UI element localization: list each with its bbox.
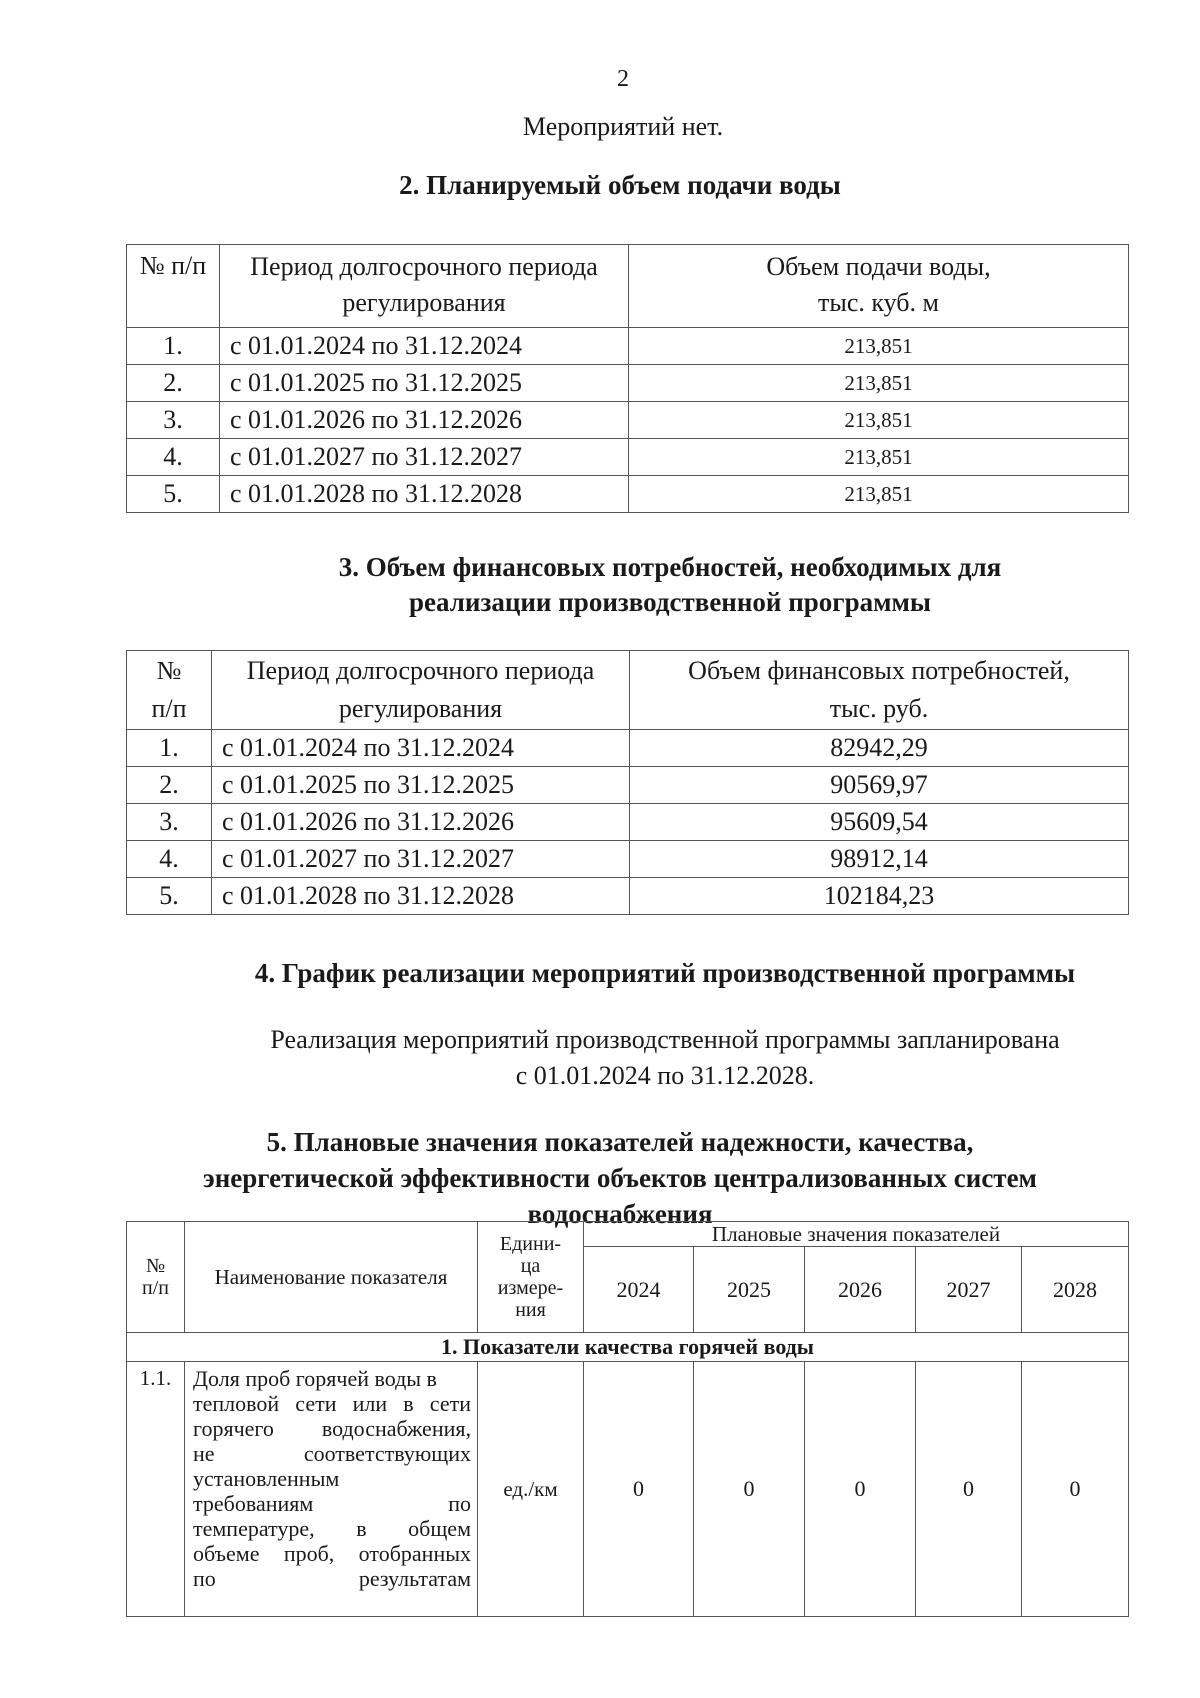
water-supply-table — [126, 244, 1129, 513]
section3-title: 3. Объем финансовых потребностей, необходимых для реализации производственной программы — [338, 552, 1002, 617]
row-value: 213,851 — [629, 439, 1129, 476]
table-row — [127, 439, 1129, 476]
row-value: 0 — [694, 1362, 805, 1617]
table-row — [127, 365, 1129, 402]
table-row — [127, 476, 1129, 513]
table-row — [127, 1362, 1129, 1617]
row-value: 213,851 — [629, 402, 1129, 439]
table-row — [127, 804, 1129, 841]
group-row — [127, 1333, 1129, 1362]
group-title: 1. Показатели качества горячей воды — [127, 1333, 1129, 1362]
section4-text: Реализация мероприятий производственной программы запланирована с 01.01.2024 по 31.12.2028. — [270, 1025, 1060, 1090]
table-row — [127, 878, 1129, 915]
page-number: 2 — [617, 66, 629, 92]
table-row — [127, 767, 1129, 804]
row-value: 213,851 — [629, 476, 1129, 513]
row-period: с 01.01.2027 по 31.12.2027 — [220, 439, 629, 476]
header-name: Наименование показателя — [185, 1222, 478, 1333]
row-value: 90569,97 — [630, 767, 1129, 804]
header-planned-values: Плановые значения показателей — [584, 1222, 1129, 1247]
header-period: Период долгосрочного периода регулирования — [212, 651, 630, 730]
section2-title: 2. Планируемый объем подачи воды — [399, 170, 841, 200]
row-period: с 01.01.2026 по 31.12.2026 — [212, 804, 630, 841]
table-row — [127, 402, 1129, 439]
row-period: с 01.01.2025 по 31.12.2025 — [220, 365, 629, 402]
row-value: 95609,54 — [630, 804, 1129, 841]
row-number: 5. — [127, 476, 220, 513]
table-row — [127, 730, 1129, 767]
row-unit: ед./км — [478, 1362, 584, 1617]
table-header-row — [127, 651, 1129, 730]
section5-title: 5. Плановые значения показателей надежности, качества, энергетической эффективности объектов централизованных систем водоснабжения — [203, 1127, 1037, 1229]
row-period: с 01.01.2024 по 31.12.2024 — [220, 328, 629, 365]
table-header-row — [127, 245, 1129, 328]
header-year: 2025 — [694, 1247, 805, 1333]
row-indicator-name: Доля проб горячей воды в тепловой сети или в сети горячего водоснабжения, не соответствующих установленным требованиям по температуре, в общем объеме проб, отобранных по результатам — [185, 1362, 478, 1617]
row-number: 2. — [127, 767, 212, 804]
row-number: 3. — [127, 804, 212, 841]
row-number: 4. — [127, 841, 212, 878]
row-period: с 01.01.2024 по 31.12.2024 — [212, 730, 630, 767]
header-num: № п/п — [127, 1222, 185, 1333]
table-row — [127, 841, 1129, 878]
row-period: с 01.01.2028 по 31.12.2028 — [212, 878, 630, 915]
row-value: 0 — [584, 1362, 694, 1617]
row-value: 102184,23 — [630, 878, 1129, 915]
row-number: 3. — [127, 402, 220, 439]
section4-title: 4. График реализации мероприятий производственной программы — [254, 958, 1076, 988]
row-number: 1. — [127, 730, 212, 767]
row-number: 2. — [127, 365, 220, 402]
row-period: с 01.01.2028 по 31.12.2028 — [220, 476, 629, 513]
row-number: 4. — [127, 439, 220, 476]
row-value: 0 — [805, 1362, 916, 1617]
row-number: 1. — [127, 328, 220, 365]
table-row — [127, 328, 1129, 365]
row-value: 213,851 — [629, 365, 1129, 402]
row-period: с 01.01.2026 по 31.12.2026 — [220, 402, 629, 439]
row-period: с 01.01.2025 по 31.12.2025 — [212, 767, 630, 804]
header-num: № п/п — [127, 651, 212, 730]
header-year: 2026 — [805, 1247, 916, 1333]
row-number: 5. — [127, 878, 212, 915]
row-value: 0 — [1022, 1362, 1129, 1617]
row-value: 0 — [916, 1362, 1022, 1617]
header-year: 2027 — [916, 1247, 1022, 1333]
header-volume: Объем финансовых потребностей, тыс. руб. — [630, 651, 1129, 730]
table-header-row — [127, 1222, 1129, 1247]
header-year: 2024 — [584, 1247, 694, 1333]
row-period: с 01.01.2027 по 31.12.2027 — [212, 841, 630, 878]
indicators-table — [126, 1221, 1129, 1617]
row-number: 1.1. — [127, 1362, 185, 1617]
row-value: 82942,29 — [630, 730, 1129, 767]
no-activities-text: Мероприятий нет. — [522, 112, 724, 141]
header-unit: Едини- ца измере- ния — [478, 1222, 584, 1333]
row-value: 98912,14 — [630, 841, 1129, 878]
header-period: Период долгосрочного периода регулирования — [220, 245, 629, 328]
financial-needs-table — [126, 650, 1129, 915]
header-year: 2028 — [1022, 1247, 1129, 1333]
header-num: № п/п — [127, 245, 220, 328]
header-volume: Объем подачи воды, тыс. куб. м — [629, 245, 1129, 328]
row-value: 213,851 — [629, 328, 1129, 365]
